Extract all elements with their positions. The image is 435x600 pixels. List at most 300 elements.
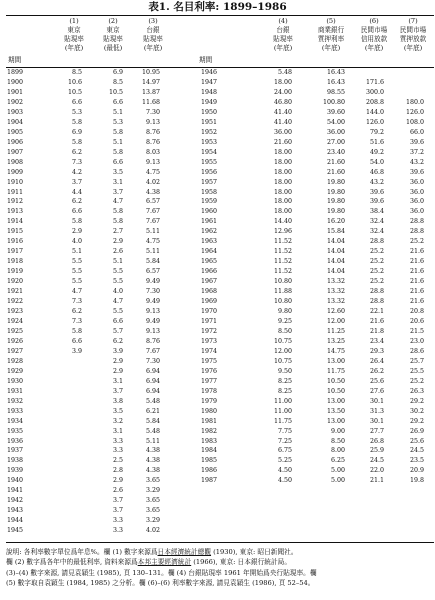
table-row-year: 1903	[7, 108, 24, 116]
table-cell: 54.00	[326, 118, 345, 126]
table-cell: 10.75	[273, 337, 292, 345]
table-row-year: 1923	[7, 308, 24, 316]
table-cell: 36.00	[273, 128, 292, 136]
table-cell: 13.87	[141, 88, 160, 96]
column-header-line: (年底)	[273, 44, 293, 52]
table-cell: 5.3	[71, 108, 82, 116]
table-row-year: 1980	[201, 407, 218, 415]
table-cell: 9.25	[277, 318, 292, 325]
table-cell: 11.52	[273, 258, 292, 266]
table-row-year: 1986	[201, 467, 218, 475]
table-row-year: 1969	[201, 298, 218, 306]
column-header-line: (年底)	[143, 44, 163, 52]
table-cell: 23.40	[326, 148, 345, 156]
table-cell: 5.48	[145, 427, 160, 435]
table-cell: 4.50	[277, 477, 292, 485]
table-row-year: 1956	[201, 168, 218, 176]
table-cell: 5.5	[112, 308, 123, 316]
table-cell: 6.2	[71, 198, 82, 206]
table-cell: 39.6	[409, 138, 424, 146]
table-cell: 8.76	[145, 337, 160, 345]
table-cell: 5.8	[112, 128, 123, 136]
table-cell: 29.2	[409, 397, 424, 405]
table-cell: 39.6	[369, 188, 384, 196]
table-cell: 11.75	[273, 417, 292, 425]
column-header-line: (年底)	[64, 44, 84, 52]
table-cell: 108.0	[405, 118, 424, 126]
table-cell: 29.2	[409, 417, 424, 425]
table-row-year: 1912	[7, 198, 24, 206]
table-row-year: 1953	[201, 138, 218, 146]
table-cell: 9.49	[145, 278, 160, 286]
table-cell: 36.0	[409, 208, 424, 216]
table-cell: 5.5	[71, 278, 82, 286]
table-row-year: 1908	[7, 158, 24, 166]
column-header-line: 貼現率	[64, 35, 84, 43]
table-cell: 6.25	[330, 457, 345, 465]
table-cell: 5.8	[112, 208, 123, 216]
table-row-year: 1916	[7, 238, 24, 246]
note-text: (1930), 東京: 昭日新聞社。	[211, 548, 298, 556]
table-row-year: 1915	[7, 228, 24, 236]
table-row-year: 1946	[201, 69, 218, 76]
table-row-year: 1942	[7, 497, 24, 505]
table-cell: 3.29	[145, 487, 160, 495]
table-cell: 2.9	[71, 228, 82, 236]
table-row-year: 1970	[201, 308, 218, 316]
table-cell: 4.38	[145, 447, 160, 455]
table-cell: 7.30	[145, 288, 160, 296]
table-row-year: 1934	[7, 417, 24, 425]
table-cell: 5.1	[112, 108, 123, 116]
table-cell: 3.5	[112, 168, 123, 176]
table-cell: 11.00	[273, 397, 292, 405]
table-cell: 8.00	[330, 447, 345, 455]
column-number: (4)	[278, 17, 288, 25]
table-cell: 26.8	[369, 437, 384, 445]
table-cell: 10.50	[326, 387, 345, 395]
table-cell: 25.2	[409, 238, 424, 246]
table-cell: 2.9	[112, 357, 123, 365]
table-cell: 5.11	[145, 437, 160, 445]
table-row-year: 1922	[7, 298, 24, 306]
table-cell: 24.5	[409, 447, 424, 455]
table-cell: 18.00	[273, 198, 292, 206]
column-header-line: (年底)	[364, 44, 384, 52]
table-cell: 36.0	[409, 198, 424, 206]
table-cell: 3.7	[112, 387, 123, 395]
table-row-year: 1950	[201, 108, 218, 116]
table-cell: 3.7	[112, 497, 123, 505]
table-cell: 32.4	[369, 218, 384, 226]
table-cell: 12.00	[326, 318, 345, 325]
table-cell: 51.6	[369, 138, 384, 146]
table-cell: 11.25	[326, 327, 345, 335]
column-header-line: 質押利率	[317, 35, 345, 43]
table-cell: 9.80	[277, 308, 292, 316]
table-cell: 6.6	[71, 98, 82, 106]
column-header-line: 信用放款	[360, 35, 388, 43]
table-cell: 3.65	[145, 477, 160, 485]
table-cell: 5.1	[71, 248, 82, 256]
table-cell: 5.8	[71, 118, 82, 126]
table-cell: 25.5	[409, 367, 424, 375]
table-row-year: 1962	[201, 228, 218, 236]
table-cell: 21.6	[409, 258, 424, 266]
table-cell: 8.5	[112, 78, 123, 86]
column-number: (7)	[408, 17, 418, 25]
table-cell: 10.6	[67, 78, 82, 86]
note-line	[6, 557, 434, 567]
table-cell: 38.4	[369, 208, 384, 216]
table-row-year: 1925	[7, 327, 24, 335]
table-cell: 4.75	[145, 168, 160, 176]
table-cell: 39.6	[369, 198, 384, 206]
table-cell: 15.84	[326, 228, 345, 236]
table-row-year: 1902	[7, 98, 24, 106]
table-cell: 28.8	[369, 288, 384, 296]
table-cell: 3.1	[112, 377, 123, 385]
table-cell: 6.75	[277, 447, 292, 455]
table-row-year: 1961	[201, 218, 218, 226]
table-cell: 5.1	[112, 258, 123, 266]
table-cell: 54.0	[369, 158, 384, 166]
table-cell: 5.25	[277, 457, 292, 465]
table-cell: 6.94	[145, 387, 160, 395]
column-header-line: 商業銀行	[317, 26, 345, 34]
table-row-year: 1976	[201, 367, 218, 375]
table-row-year: 1978	[201, 387, 218, 395]
table-cell: 21.5	[409, 327, 424, 335]
table-cell: 29.3	[369, 347, 384, 355]
table-cell: 21.8	[369, 327, 384, 335]
table-cell: 66.0	[409, 128, 424, 136]
table-cell: 43.2	[409, 158, 424, 166]
table-row-year: 1913	[7, 208, 24, 216]
table-cell: 5.5	[71, 258, 82, 266]
table-row-year: 1940	[7, 477, 24, 485]
table-cell: 7.3	[71, 318, 82, 325]
table-cell: 14.04	[326, 248, 345, 256]
table-cell: 180.0	[405, 98, 424, 106]
table-cell: 171.6	[365, 78, 384, 86]
table-row-year: 1975	[201, 357, 218, 365]
table-cell: 49.2	[369, 148, 384, 156]
table-row-year: 1968	[201, 288, 218, 296]
table-cell: 25.2	[369, 258, 384, 266]
table-cell: 14.97	[141, 78, 160, 86]
table-cell: 18.00	[273, 158, 292, 166]
table-row-year: 1977	[201, 377, 218, 385]
table-row-year: 1963	[201, 238, 218, 246]
table-cell: 3.7	[112, 507, 123, 515]
table-cell: 4.7	[112, 298, 123, 306]
table-cell: 10.5	[108, 88, 123, 96]
table-cell: 5.5	[71, 268, 82, 276]
table-cell: 5.00	[330, 477, 345, 485]
table-cell: 5.8	[112, 148, 123, 156]
table-cell: 32.4	[369, 228, 384, 236]
table-cell: 3.65	[145, 507, 160, 515]
table-cell: 2.5	[112, 457, 123, 465]
table-row-year: 1985	[201, 457, 218, 465]
table-cell: 30.1	[369, 417, 384, 425]
column-number: (6)	[369, 17, 379, 25]
table-row-year: 1971	[201, 318, 218, 325]
table-cell: 18.00	[273, 78, 292, 86]
table-cell: 100.80	[322, 98, 345, 106]
table-cell: 300.0	[365, 88, 384, 96]
table-cell: 6.94	[145, 367, 160, 375]
column-number: (2)	[108, 17, 118, 25]
table-cell: 13.00	[326, 397, 345, 405]
table-cell: 21.6	[409, 288, 424, 296]
table-cell: 11.52	[273, 238, 292, 246]
column-header-line: 民間市場	[399, 26, 427, 34]
table-cell: 9.49	[145, 318, 160, 325]
table-cell: 10.75	[273, 357, 292, 365]
table-cell: 4.75	[145, 238, 160, 246]
table-cell: 18.00	[273, 178, 292, 186]
table-cell: 13.32	[326, 278, 345, 286]
table-cell: 3.29	[145, 517, 160, 525]
table-row-year: 1951	[201, 118, 218, 126]
table-cell: 3.1	[112, 178, 123, 186]
table-cell: 4.4	[71, 188, 82, 196]
table-cell: 28.6	[409, 347, 424, 355]
table-cell: 18.00	[273, 208, 292, 216]
table-cell: 20.9	[409, 467, 424, 475]
table-cell: 20.8	[409, 308, 424, 316]
table-cell: 21.60	[326, 158, 345, 166]
table-row-year: 1981	[201, 417, 218, 425]
table-cell: 4.0	[71, 238, 82, 246]
table-cell: 208.8	[365, 98, 384, 106]
table-row-year: 1943	[7, 507, 24, 515]
table-cell: 126.0	[365, 118, 384, 126]
table-cell: 26.3	[409, 387, 424, 395]
table-cell: 14.75	[326, 347, 345, 355]
table-row-year: 1933	[7, 407, 24, 415]
table-cell: 30.2	[409, 407, 424, 415]
table-cell: 13.00	[326, 417, 345, 425]
table-cell: 46.80	[273, 98, 292, 106]
table-cell: 7.30	[145, 108, 160, 116]
table-cell: 9.13	[145, 327, 160, 335]
table-cell: 6.9	[112, 69, 123, 76]
table-cell: 9.13	[145, 158, 160, 166]
table-cell: 41.40	[273, 118, 292, 126]
note-line: (3)–(4) 數字來源, 請見袁穎生 (1985), 頁 130–131。欄 (4) 台銀貼現率 1961 年開始爲央行貼現率。欄	[6, 568, 317, 577]
table-row-year: 1921	[7, 288, 24, 296]
table-cell: 14.04	[326, 268, 345, 276]
table-row-year: 1905	[7, 128, 24, 136]
table-cell: 3.7	[112, 188, 123, 196]
table-row-year: 1955	[201, 158, 218, 166]
table-row-year: 1974	[201, 347, 218, 355]
note-text: 說明: 各利率數字單位爲年息%。欄 (1) 數字來源爲	[6, 548, 158, 556]
table-cell: 8.5	[71, 69, 82, 76]
table-cell: 28.8	[409, 218, 424, 226]
table-cell: 5.5	[112, 278, 123, 286]
table-cell: 6.6	[112, 318, 123, 325]
table-cell: 144.0	[365, 108, 384, 116]
table-cell: 3.3	[112, 447, 123, 455]
table-cell: 4.38	[145, 457, 160, 465]
table-row-year: 1932	[7, 397, 24, 405]
table-row-year: 1920	[7, 278, 24, 286]
table-cell: 6.2	[112, 337, 123, 345]
table-cell: 25.9	[369, 447, 384, 455]
table-row-year: 1954	[201, 148, 218, 156]
table-row-year: 1952	[201, 128, 218, 136]
table-title: 表1. 名目利率: 1899–1986	[148, 1, 287, 13]
table-row-year: 1936	[7, 437, 24, 445]
table-cell: 26.4	[369, 357, 384, 365]
table-cell: 43.2	[369, 178, 384, 186]
table-cell: 19.80	[326, 198, 345, 206]
table-cell: 2.6	[112, 487, 123, 495]
table-cell: 6.6	[71, 208, 82, 216]
period-header-left: 期間	[8, 56, 22, 64]
table-cell: 5.8	[71, 218, 82, 226]
column-header-line: (年底)	[403, 44, 423, 52]
table-cell: 21.60	[326, 168, 345, 176]
table-cell: 6.2	[71, 308, 82, 316]
table-cell: 16.20	[326, 218, 345, 226]
table-cell: 5.48	[145, 397, 160, 405]
table-cell: 3.3	[112, 437, 123, 445]
column-header-line: 東京	[67, 26, 81, 34]
table-row-year: 1935	[7, 427, 24, 435]
table-cell: 21.1	[369, 477, 384, 485]
table-row-year: 1900	[7, 78, 24, 86]
table-cell: 5.11	[145, 248, 160, 256]
table-row-year: 1901	[7, 88, 24, 96]
table-cell: 27.6	[369, 387, 384, 395]
table-cell: 79.2	[369, 128, 384, 136]
table-cell: 13.00	[326, 357, 345, 365]
table-cell: 8.50	[330, 437, 345, 445]
table-cell: 27.7	[369, 427, 384, 435]
table-cell: 28.8	[369, 238, 384, 246]
table-cell: 23.5	[409, 457, 424, 465]
table-cell: 6.57	[145, 198, 160, 206]
table-cell: 5.48	[277, 69, 292, 76]
column-header-line: 民間市場	[360, 26, 388, 34]
table-cell: 2.9	[112, 477, 123, 485]
table-row-year: 1899	[7, 69, 24, 76]
table-cell: 18.00	[273, 168, 292, 176]
table-cell: 25.2	[409, 377, 424, 385]
note-text: (1966), 東京: 日本銀行統計局。	[191, 558, 292, 567]
table-row-year: 1958	[201, 188, 218, 196]
table-cell: 5.8	[71, 327, 82, 335]
table-cell: 5.11	[145, 228, 160, 236]
column-header-line: 質押放款	[399, 35, 427, 43]
table-note	[6, 547, 434, 589]
table-cell: 23.0	[409, 337, 424, 345]
table-cell: 21.6	[409, 278, 424, 286]
table-cell: 21.6	[409, 298, 424, 306]
table-row-year: 1973	[201, 337, 218, 345]
table-cell: 18.00	[273, 148, 292, 156]
table-cell: 6.21	[145, 407, 160, 415]
table-cell: 4.50	[277, 467, 292, 475]
table-cell: 36.00	[326, 128, 345, 136]
column-header-line: (最低)	[103, 44, 123, 52]
table-cell: 37.2	[409, 148, 424, 156]
table-cell: 25.2	[369, 248, 384, 256]
table-row-year: 1926	[7, 337, 24, 345]
table-cell: 9.13	[145, 308, 160, 316]
table-top-rule	[6, 15, 434, 16]
note-line	[6, 547, 434, 557]
table-row-year: 1907	[7, 148, 24, 156]
table-cell: 12.00	[273, 347, 292, 355]
table-cell: 14.40	[273, 218, 292, 226]
table-cell: 7.25	[277, 437, 292, 445]
table-cell: 25.6	[369, 377, 384, 385]
table-row-year: 1909	[7, 168, 24, 176]
table-cell: 5.00	[330, 467, 345, 475]
column-header-line: 貼現率	[273, 35, 293, 43]
table-cell: 9.50	[277, 367, 292, 375]
table-cell: 4.02	[145, 178, 160, 186]
table-cell: 7.3	[71, 158, 82, 166]
table-cell: 46.8	[369, 168, 384, 176]
table-cell: 13.50	[326, 407, 345, 415]
table-cell: 6.94	[145, 377, 160, 385]
column-header-line: 台銀	[276, 26, 290, 34]
table-cell: 7.3	[71, 298, 82, 306]
table-cell: 3.65	[145, 497, 160, 505]
table-cell: 11.75	[326, 367, 345, 375]
column-number: (3)	[148, 17, 158, 25]
table-cell: 19.80	[326, 208, 345, 216]
table-cell: 6.6	[112, 158, 123, 166]
table-cell: 3.3	[112, 517, 123, 525]
table-cell: 25.2	[369, 278, 384, 286]
table-cell: 13.32	[326, 288, 345, 296]
table-cell: 7.67	[145, 208, 160, 216]
table-cell: 28.8	[369, 298, 384, 306]
table-row-year: 1959	[201, 198, 218, 206]
table-row-year: 1938	[7, 457, 24, 465]
table-cell: 31.3	[369, 407, 384, 415]
table-cell: 11.52	[273, 248, 292, 256]
table-row-year: 1983	[201, 437, 218, 445]
table-cell: 11.68	[141, 98, 160, 106]
table-cell: 4.2	[71, 168, 82, 176]
table-cell: 3.1	[112, 427, 123, 435]
table-cell: 11.52	[273, 268, 292, 276]
table-row-year: 1948	[201, 88, 218, 96]
table-cell: 7.30	[145, 357, 160, 365]
table-row-year: 1947	[201, 78, 218, 86]
table-row-year: 1964	[201, 248, 218, 256]
table-cell: 6.57	[145, 268, 160, 276]
table-cell: 4.38	[145, 467, 160, 475]
table-cell: 10.80	[273, 298, 292, 306]
table-cell: 36.0	[409, 178, 424, 186]
column-header-line: 貼現率	[103, 35, 123, 43]
table-row-year: 1930	[7, 377, 24, 385]
table-row-year: 1979	[201, 397, 218, 405]
column-header-line: 東京	[106, 26, 120, 34]
table-cell: 13.32	[326, 298, 345, 306]
table-row-year: 1918	[7, 258, 24, 266]
